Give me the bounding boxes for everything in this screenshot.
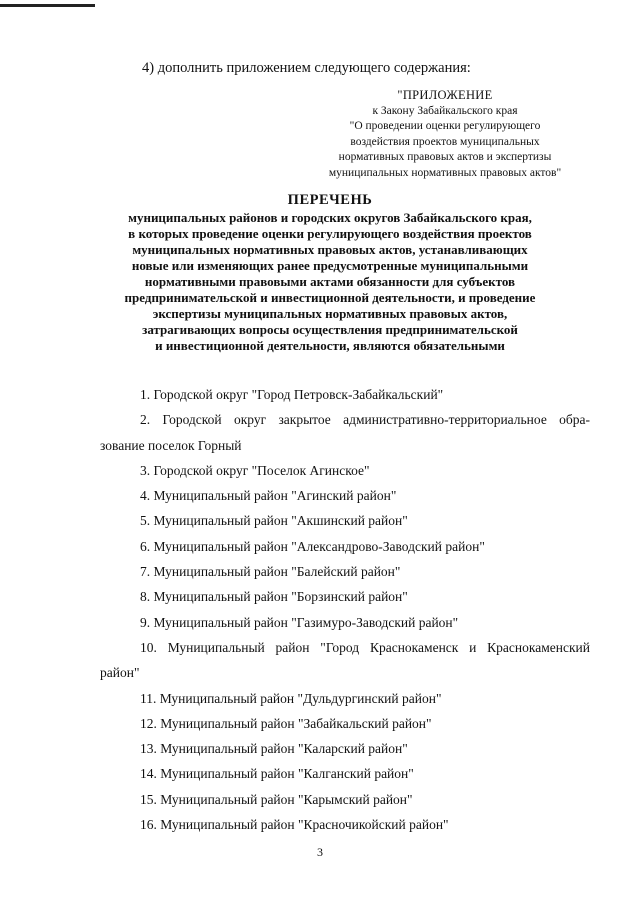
appendix-title: "ПРИЛОЖЕНИЕ — [397, 88, 493, 102]
item-number: 5. — [140, 513, 151, 529]
item-number: 15. — [140, 791, 157, 807]
item-text: Муниципальный район "Красночикойский район" — [160, 817, 449, 833]
item-text: Муниципальный район "Акшинский район" — [153, 513, 408, 529]
heading-line: предпринимательской и инвестиционной деятельности, и проведение — [124, 290, 536, 305]
item-text: Муниципальный район "Каларский район" — [160, 741, 408, 757]
heading-line: и инвестиционной деятельности, являются обязательными — [155, 338, 505, 353]
item-text: Муниципальный район "Калганский район" — [160, 766, 414, 782]
appendix-line: к Закону Забайкальского края — [372, 104, 518, 117]
item-text: Муниципальный район "Александрово-Заводский район" — [153, 538, 485, 554]
appendix-line: муниципальных нормативных правовых актов" — [328, 166, 562, 179]
list-item — [100, 458, 590, 483]
list-item — [100, 407, 590, 432]
item-text: Муниципальный район "Дульдургинский район" — [159, 690, 442, 706]
appendix-line: воздействия проектов муниципальных — [350, 135, 540, 148]
item-number: 12. — [140, 715, 157, 731]
list-item — [100, 559, 590, 584]
appendix-line: нормативных правовых актов и экспертизы — [338, 151, 552, 163]
item-text: Городской округ закрытое административно-территориальное обра- — [162, 412, 590, 428]
heading-line: экспертизы муниципальных нормативных правовых актов, — [152, 306, 508, 321]
item-number: 11. — [140, 690, 157, 706]
appendix-header — [300, 88, 590, 181]
heading-title: ПЕРЕЧЕНЬ — [287, 192, 373, 208]
list-item — [100, 610, 590, 635]
municipality-list — [100, 382, 590, 837]
item-text: Муниципальный район "Карымский район" — [160, 791, 413, 807]
item-number: 4. — [140, 488, 151, 504]
item-text: Городской округ "Город Петровск-Забайкальский" — [153, 387, 444, 402]
item-number: 7. — [140, 564, 151, 580]
list-item — [100, 508, 590, 533]
item-number: 1. — [140, 387, 151, 402]
list-item — [100, 787, 590, 812]
list-item — [100, 382, 590, 407]
item-number: 16. — [140, 817, 157, 833]
item-text: Муниципальный район "Газимуро-Заводский район" — [153, 614, 459, 630]
list-item — [100, 761, 590, 786]
list-item — [100, 584, 590, 609]
heading-line: нормативными правовыми актами обязанности для субъектов — [144, 274, 516, 289]
list-item — [100, 711, 590, 736]
item-text: Муниципальный район "Агинский район" — [153, 488, 397, 504]
item-text: Муниципальный район "Борзинский район" — [153, 589, 408, 605]
item-number: 10. — [140, 639, 157, 655]
item-number: 13. — [140, 741, 157, 757]
list-item — [100, 812, 590, 837]
list-item — [100, 534, 590, 559]
list-item-continuation: район" — [100, 665, 140, 681]
intro-line: 4) дополнить приложением следующего содержания: — [142, 60, 471, 76]
page-number: 3 — [317, 845, 323, 859]
item-text: Муниципальный район "Забайкальский район" — [160, 715, 432, 731]
list-item — [100, 686, 590, 711]
heading-line: муниципальных районов и городских округов Забайкальского края, — [128, 210, 532, 225]
list-heading — [100, 190, 560, 354]
top-rule — [0, 4, 95, 7]
list-item — [100, 483, 590, 508]
item-number: 3. — [140, 462, 151, 478]
item-number: 14. — [140, 766, 157, 782]
list-item — [100, 635, 590, 660]
item-number: 2. — [140, 412, 151, 428]
heading-line: затрагивающих вопросы осуществления предпринимательской — [142, 322, 518, 337]
appendix-line: "О проведении оценки регулирующего — [349, 120, 541, 132]
item-text: Городской округ "Поселок Агинское" — [153, 462, 370, 478]
heading-line: в которых проведение оценки регулирующего воздействия проектов — [128, 226, 532, 241]
heading-line: новые или изменяющих ранее предусмотренные муниципальными — [131, 258, 529, 273]
item-text: Муниципальный район "Балейский район" — [153, 564, 401, 580]
item-number: 8. — [140, 589, 151, 605]
list-item — [100, 736, 590, 761]
list-item-continuation: зование поселок Горный — [100, 437, 242, 453]
item-number: 9. — [140, 614, 151, 630]
item-text: Муниципальный район "Город Краснокаменск и Краснокаменский — [167, 639, 591, 655]
heading-line: муниципальных нормативных правовых актов, устанавливающих — [132, 242, 528, 257]
item-number: 6. — [140, 538, 151, 554]
